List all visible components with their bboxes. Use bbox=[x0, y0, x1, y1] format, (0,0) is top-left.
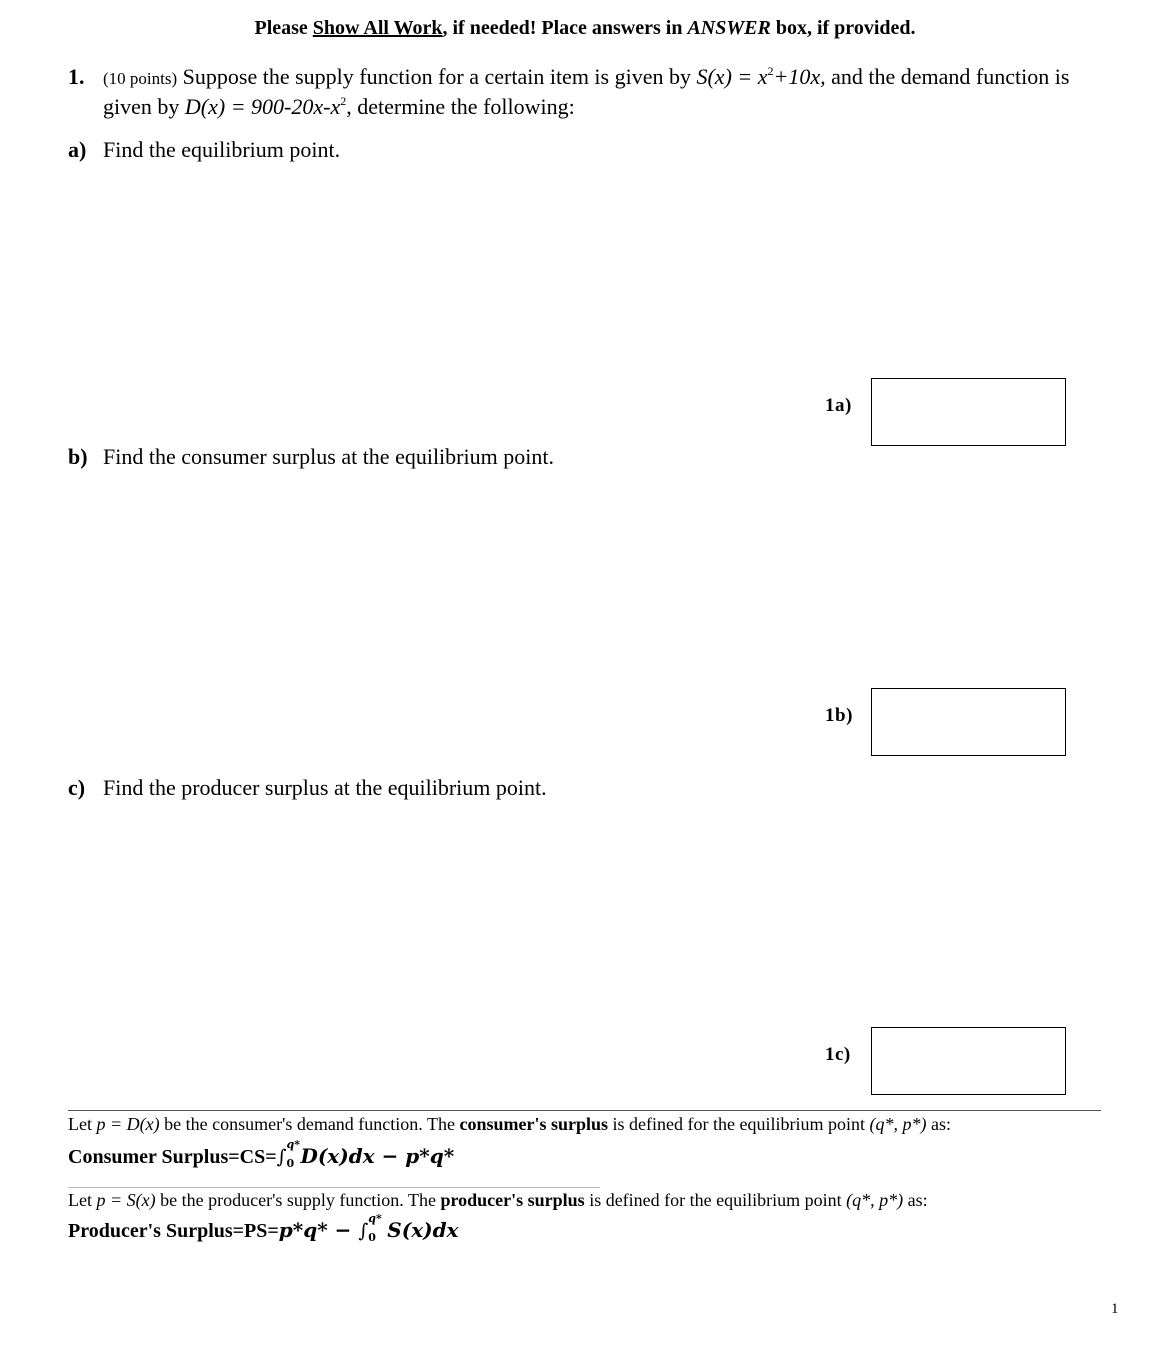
part-c-label: c) bbox=[68, 775, 86, 800]
part-b-label: b) bbox=[68, 444, 88, 469]
definitions-divider bbox=[68, 1110, 1101, 1111]
integral-icon: ∫ bbox=[358, 1220, 369, 1242]
cs-lower-limit: 0 bbox=[286, 1157, 295, 1171]
producer-surplus-formula bbox=[68, 1212, 459, 1245]
question-line-1 bbox=[103, 62, 1069, 94]
cs-def-post: is defined for the equilibrium point bbox=[612, 1114, 865, 1134]
header-underlined: Show All Work bbox=[312, 17, 443, 39]
ps-integrand: S(x)dx bbox=[387, 1218, 459, 1242]
instructions-header bbox=[0, 17, 1170, 40]
demand-exponent: 2 bbox=[340, 94, 347, 108]
part-a-text: Find the equilibrium point. bbox=[103, 137, 341, 162]
part-c-text: Find the producer surplus at the equilibrium point. bbox=[103, 775, 547, 800]
producer-definition-line bbox=[68, 1190, 928, 1211]
answer-1b-label: 1b) bbox=[825, 705, 853, 726]
cs-integrand: D(x)dx − p*q* bbox=[300, 1144, 455, 1168]
ps-formula-label: Producer's Surplus=PS= bbox=[68, 1220, 279, 1242]
cs-formula-label: Consumer Surplus=CS= bbox=[68, 1146, 277, 1168]
cs-def-bold: consumer's surplus bbox=[459, 1114, 608, 1134]
header-post: box, if provided. bbox=[770, 17, 916, 39]
header-mid: , if needed! Place answers in bbox=[442, 17, 688, 39]
supply-function: S(x) = x bbox=[696, 64, 768, 89]
ps-def-end: as: bbox=[907, 1190, 928, 1210]
page-number: 1 bbox=[1111, 1301, 1119, 1317]
cs-def-fn: p = D(x) bbox=[96, 1114, 160, 1134]
ps-def-pre: Let bbox=[68, 1190, 92, 1210]
supply-function-tail: +10x, bbox=[773, 64, 826, 89]
ps-upper-limit: q* bbox=[368, 1212, 382, 1226]
supply-exponent: 2 bbox=[767, 64, 774, 78]
header-answer-word: ANSWER bbox=[687, 17, 771, 39]
cs-def-point: (q*, p*) bbox=[869, 1114, 927, 1134]
header-pre: Please bbox=[254, 17, 313, 39]
ps-def-post: is defined for the equilibrium point bbox=[589, 1190, 842, 1210]
question-text-d: , determine the following: bbox=[346, 94, 575, 119]
answer-1b-box[interactable] bbox=[871, 688, 1066, 756]
ps-lower-limit: 0 bbox=[368, 1231, 376, 1245]
consumer-definition-line bbox=[68, 1114, 951, 1135]
question-text-c: given by bbox=[103, 94, 180, 119]
question-text-b: and the demand function is bbox=[831, 64, 1070, 89]
ps-def-fn: p = S(x) bbox=[96, 1190, 156, 1210]
ps-formula-pre: p*q* − bbox=[278, 1218, 359, 1242]
question-number: 1. bbox=[68, 64, 85, 89]
integral-icon: ∫ bbox=[276, 1146, 287, 1168]
consumer-surplus-formula bbox=[68, 1138, 455, 1171]
answer-1a-box[interactable] bbox=[871, 378, 1066, 446]
answer-1c-label: 1c) bbox=[825, 1044, 851, 1065]
cs-def-pre: Let bbox=[68, 1114, 92, 1134]
part-a-label: a) bbox=[68, 137, 87, 162]
ps-integral-limits bbox=[368, 1212, 382, 1245]
cs-upper-limit: q* bbox=[286, 1138, 300, 1152]
question-points: (10 points) bbox=[103, 69, 178, 88]
part-b-text: Find the consumer surplus at the equilibrium point. bbox=[103, 444, 554, 469]
ps-def-mid: be the producer's supply function. The bbox=[160, 1190, 436, 1210]
cs-integral-limits bbox=[286, 1138, 301, 1171]
answer-1c-box[interactable] bbox=[871, 1027, 1066, 1095]
cs-def-end: as: bbox=[930, 1114, 951, 1134]
answer-1a-label: 1a) bbox=[825, 395, 852, 416]
question-text-a: Suppose the supply function for a certain item is given by bbox=[182, 64, 691, 89]
cs-def-mid: be the consumer's demand function. The bbox=[164, 1114, 455, 1134]
question-line-2 bbox=[103, 92, 575, 122]
ps-def-bold: producer's surplus bbox=[440, 1190, 585, 1210]
ps-def-point: (q*, p*) bbox=[846, 1190, 904, 1210]
demand-function: D(x) = 900-20x-x bbox=[184, 94, 341, 119]
definitions-subdivider bbox=[68, 1187, 600, 1188]
